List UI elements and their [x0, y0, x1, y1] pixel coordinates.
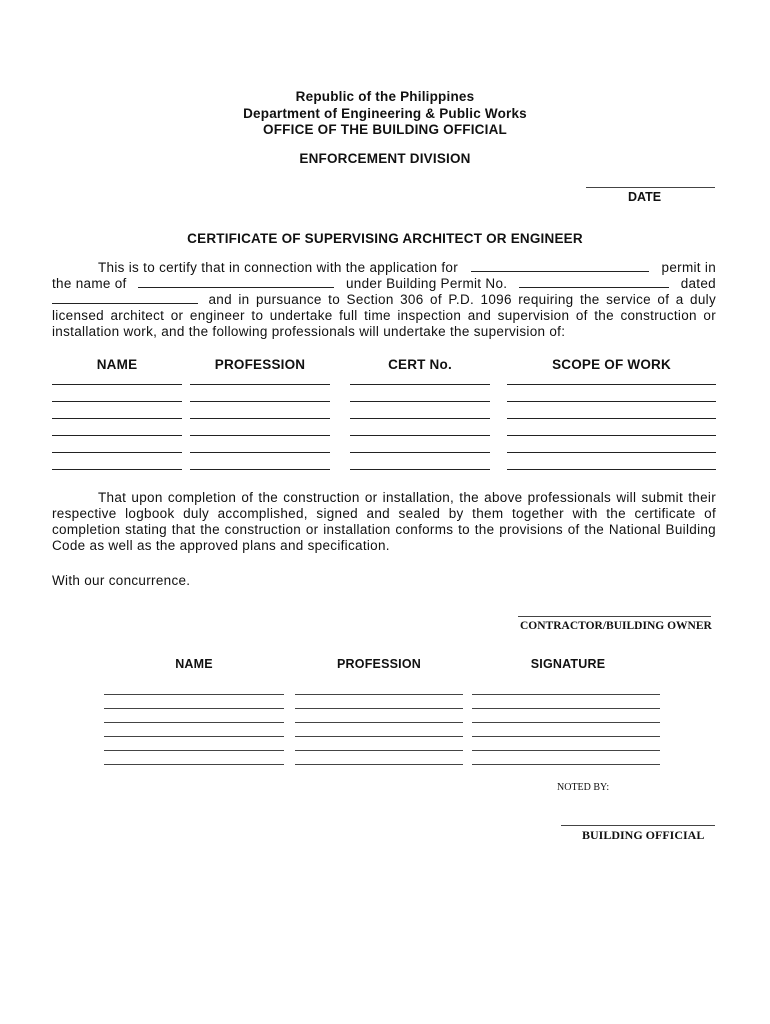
signatory-name-line[interactable] — [104, 764, 284, 765]
signatory-signature-line[interactable] — [472, 722, 660, 723]
intro-text-4: under Building Permit No. — [345, 276, 508, 291]
professional-profession-line[interactable] — [190, 418, 330, 419]
signatory-name-line[interactable] — [104, 750, 284, 751]
col-header-cert-no: CERT No. — [388, 357, 452, 372]
professional-cert-no-line[interactable] — [350, 418, 490, 419]
signatory-profession-line[interactable] — [295, 708, 463, 709]
signatory-signature-line[interactable] — [472, 694, 660, 695]
signatory-name-line[interactable] — [104, 694, 284, 695]
signatory-profession-line[interactable] — [295, 694, 463, 695]
intro-text-1: This is to certify that in connection with the application for — [98, 260, 459, 275]
professional-scope-line[interactable] — [507, 452, 716, 453]
professional-cert-no-line[interactable] — [350, 401, 490, 402]
professional-name-line[interactable] — [52, 435, 182, 436]
professional-scope-line[interactable] — [507, 384, 716, 385]
signatory-signature-line[interactable] — [472, 764, 660, 765]
signatory-profession-line[interactable] — [295, 736, 463, 737]
signatory-profession-line[interactable] — [295, 750, 463, 751]
professional-profession-line[interactable] — [190, 401, 330, 402]
application-type-blank[interactable] — [471, 260, 649, 272]
contractor-label: CONTRACTOR/BUILDING OWNER — [520, 620, 712, 632]
completion-paragraph — [52, 490, 716, 554]
intro-text-6: and in pursuance to Section 306 of P.D. 1096 requiring the service of a duly licensed architect or engineer to undertake full time inspection and supervision of the construction or installation work, and the following professionals will undertake the supervision of: — [52, 292, 716, 339]
sig-col-header-signature: SIGNATURE — [530, 657, 606, 671]
signatory-name-line[interactable] — [104, 708, 284, 709]
professional-scope-line[interactable] — [507, 469, 716, 470]
professional-name-line[interactable] — [52, 384, 182, 385]
header-department: Department of Engineering & Public Works — [243, 106, 527, 121]
col-header-profession: PROFESSION — [214, 357, 306, 372]
sig-col-header-name: NAME — [175, 657, 213, 671]
building-official-label: BUILDING OFFICIAL — [582, 828, 705, 842]
signatory-signature-line[interactable] — [472, 736, 660, 737]
header-division: ENFORCEMENT DIVISION — [299, 151, 471, 166]
professional-profession-line[interactable] — [190, 435, 330, 436]
professional-profession-line[interactable] — [190, 452, 330, 453]
certificate-title: CERTIFICATE OF SUPERVISING ARCHITECT OR ENGINEER — [187, 231, 583, 246]
completion-text: That upon completion of the construction or installation, the above professionals will submit their respective logbook duly accomplished, signed and sealed by them together with the certificate of completion stating that the construction or installation conforms to the provisions of the National Building Code as well as the approved plans and specification. — [52, 490, 716, 553]
professional-name-line[interactable] — [52, 452, 182, 453]
col-header-scope: SCOPE OF WORK — [552, 357, 671, 372]
professional-cert-no-line[interactable] — [350, 469, 490, 470]
professional-name-line[interactable] — [52, 418, 182, 419]
date-issued-blank[interactable] — [52, 292, 198, 304]
professional-name-line[interactable] — [52, 401, 182, 402]
intro-text-5: dated — [680, 276, 716, 291]
signatory-profession-line[interactable] — [295, 764, 463, 765]
professional-scope-line[interactable] — [507, 401, 716, 402]
signatory-profession-line[interactable] — [295, 722, 463, 723]
noted-by-label: NOTED BY: — [557, 782, 610, 793]
intro-text-3: the name of — [52, 276, 127, 291]
permit-number-blank[interactable] — [519, 276, 669, 288]
contractor-signature-line[interactable] — [518, 616, 711, 617]
owner-name-blank[interactable] — [138, 276, 334, 288]
header-republic: Republic of the Philippines — [295, 89, 475, 104]
professional-scope-line[interactable] — [507, 435, 716, 436]
professional-cert-no-line[interactable] — [350, 452, 490, 453]
header-office: OFFICE OF THE BUILDING OFFICIAL — [263, 122, 507, 137]
signatory-name-line[interactable] — [104, 736, 284, 737]
professional-cert-no-line[interactable] — [350, 435, 490, 436]
building-official-signature-line[interactable] — [561, 825, 715, 826]
professional-name-line[interactable] — [52, 469, 182, 470]
intro-text-2: permit in — [661, 260, 716, 275]
sig-col-header-profession: PROFESSION — [337, 657, 421, 671]
date-line[interactable] — [586, 187, 715, 188]
signatory-name-line[interactable] — [104, 722, 284, 723]
signatory-signature-line[interactable] — [472, 708, 660, 709]
intro-paragraph — [52, 260, 716, 340]
concurrence-text: With our concurrence. — [52, 573, 191, 588]
professional-profession-line[interactable] — [190, 469, 330, 470]
professional-profession-line[interactable] — [190, 384, 330, 385]
date-label: DATE — [628, 190, 662, 204]
col-header-name: NAME — [96, 357, 138, 372]
signatory-signature-line[interactable] — [472, 750, 660, 751]
professional-scope-line[interactable] — [507, 418, 716, 419]
professional-cert-no-line[interactable] — [350, 384, 490, 385]
